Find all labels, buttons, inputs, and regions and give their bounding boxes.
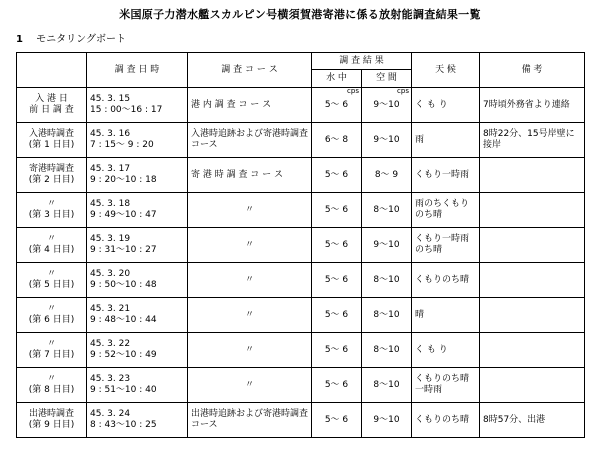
water-cell: 5〜 6 <box>312 193 362 228</box>
weather-cell: くもりのち晴 <box>412 263 480 298</box>
date-cell: 45. 3. 24 8 : 43〜10 : 25 <box>87 403 188 438</box>
water-cell: 5〜 6 <box>312 263 362 298</box>
table-row <box>17 263 585 298</box>
remarks-cell: 8時22分、15号岸壁に接岸 <box>480 123 585 158</box>
row-label-cell: 入港時調査 (第 1 日目) <box>17 123 87 158</box>
table-row <box>17 123 585 158</box>
row-label-cell: 出港時調査 (第 9 日目) <box>17 403 87 438</box>
row-label-cell: 〃 (第 4 日目) <box>17 228 87 263</box>
air-cell: 9〜10 <box>362 123 412 158</box>
water-cell: 5〜 6 <box>312 298 362 333</box>
remarks-cell <box>480 298 585 333</box>
header-remarks: 備 考 <box>480 53 585 88</box>
water-cell: 5〜 6 <box>312 333 362 368</box>
remarks-cell <box>480 333 585 368</box>
air-cell: 8〜10 <box>362 368 412 403</box>
air-cell: 8〜10 <box>362 298 412 333</box>
course-cell: 〃 <box>188 193 312 228</box>
row-label-cell: 〃 (第 8 日目) <box>17 368 87 403</box>
weather-cell: くもり一時雨 <box>412 158 480 193</box>
course-cell: 出港時追跡および寄港時調査コース <box>188 403 312 438</box>
header-water: 水 中 <box>312 70 362 88</box>
header-air: 空 間 <box>362 70 412 88</box>
air-cell: 8〜10 <box>362 193 412 228</box>
document-title: 米国原子力潜水艦スカルピン号横須賀港寄港に係る放射能調査結果一覧 <box>119 8 481 21</box>
water-cell: 5〜 6 cps <box>312 88 362 123</box>
weather-cell: くもり一時雨のち晴 <box>412 228 480 263</box>
header-weather: 天 候 <box>412 53 480 88</box>
date-cell: 45. 3. 21 9 : 48〜10 : 44 <box>87 298 188 333</box>
course-cell: 入港時追跡および寄港時調査コース <box>188 123 312 158</box>
remarks-cell <box>480 263 585 298</box>
table-row <box>17 368 585 403</box>
header-date: 調 査 日 時 <box>87 53 188 88</box>
remarks-cell: 7時頃外務省より連絡 <box>480 88 585 123</box>
air-cell: 9〜10 <box>362 403 412 438</box>
course-cell: 寄 港 時 調 査 コ ー ス <box>188 158 312 193</box>
table-row <box>17 88 585 123</box>
table-row <box>17 298 585 333</box>
row-label-cell: 寄港時調査 (第 2 日目) <box>17 158 87 193</box>
row-label-cell: 〃 (第 7 日目) <box>17 333 87 368</box>
water-cell: 5〜 6 <box>312 158 362 193</box>
date-cell: 45. 3. 17 9 : 20〜10 : 18 <box>87 158 188 193</box>
remarks-cell: 8時57分、出港 <box>480 403 585 438</box>
air-cell: 8〜10 <box>362 333 412 368</box>
weather-cell: 雨 <box>412 123 480 158</box>
table-row <box>17 193 585 228</box>
course-cell: 〃 <box>188 333 312 368</box>
remarks-cell <box>480 158 585 193</box>
section-name: モニタリングボート <box>36 34 126 45</box>
remarks-cell <box>480 368 585 403</box>
date-cell: 45. 3. 16 7 : 15〜 9 : 20 <box>87 123 188 158</box>
section-number: 1 <box>16 34 23 45</box>
table-row <box>17 158 585 193</box>
date-cell: 45. 3. 18 9 : 49〜10 : 47 <box>87 193 188 228</box>
header-course: 調 査 コ ー ス <box>188 53 312 88</box>
header-results: 調 査 結 果 <box>312 53 412 70</box>
course-cell: 〃 <box>188 298 312 333</box>
date-cell: 45. 3. 23 9 : 51〜10 : 40 <box>87 368 188 403</box>
section-heading <box>16 30 126 45</box>
row-label-cell: 〃 (第 5 日目) <box>17 263 87 298</box>
water-cell: 5〜 6 <box>312 368 362 403</box>
weather-cell: くもりのち晴 <box>412 403 480 438</box>
course-cell: 港 内 調 査 コ ー ス <box>188 88 312 123</box>
water-cell: 6〜 8 <box>312 123 362 158</box>
air-cell: 9〜10 <box>362 228 412 263</box>
weather-cell: く も り <box>412 88 480 123</box>
remarks-cell <box>480 193 585 228</box>
date-cell: 45. 3. 15 15 : 00〜16 : 17 <box>87 88 188 123</box>
table-row <box>17 228 585 263</box>
air-cell: 8〜10 <box>362 263 412 298</box>
course-cell: 〃 <box>188 263 312 298</box>
row-label-cell: 〃 (第 3 日目) <box>17 193 87 228</box>
results-table <box>16 52 585 438</box>
remarks-cell <box>480 228 585 263</box>
weather-cell: く も り <box>412 333 480 368</box>
water-cell: 5〜 6 <box>312 228 362 263</box>
date-cell: 45. 3. 19 9 : 31〜10 : 27 <box>87 228 188 263</box>
table-row <box>17 333 585 368</box>
weather-cell: くもりのち晴一時雨 <box>412 368 480 403</box>
date-cell: 45. 3. 20 9 : 50〜10 : 48 <box>87 263 188 298</box>
weather-cell: 雨のちくもりのち晴 <box>412 193 480 228</box>
header-label <box>17 53 87 88</box>
row-label-cell: 〃 (第 6 日目) <box>17 298 87 333</box>
course-cell: 〃 <box>188 228 312 263</box>
date-cell: 45. 3. 22 9 : 52〜10 : 49 <box>87 333 188 368</box>
unit-label: cps <box>397 87 409 95</box>
water-cell: 5〜 6 <box>312 403 362 438</box>
course-cell: 〃 <box>188 368 312 403</box>
table-row <box>17 403 585 438</box>
unit-label: cps <box>347 87 359 95</box>
row-label-cell: 入 港 日 前 日 調 査 <box>17 88 87 123</box>
air-cell: 8〜 9 <box>362 158 412 193</box>
weather-cell: 晴 <box>412 298 480 333</box>
air-cell: 9〜10 cps <box>362 88 412 123</box>
